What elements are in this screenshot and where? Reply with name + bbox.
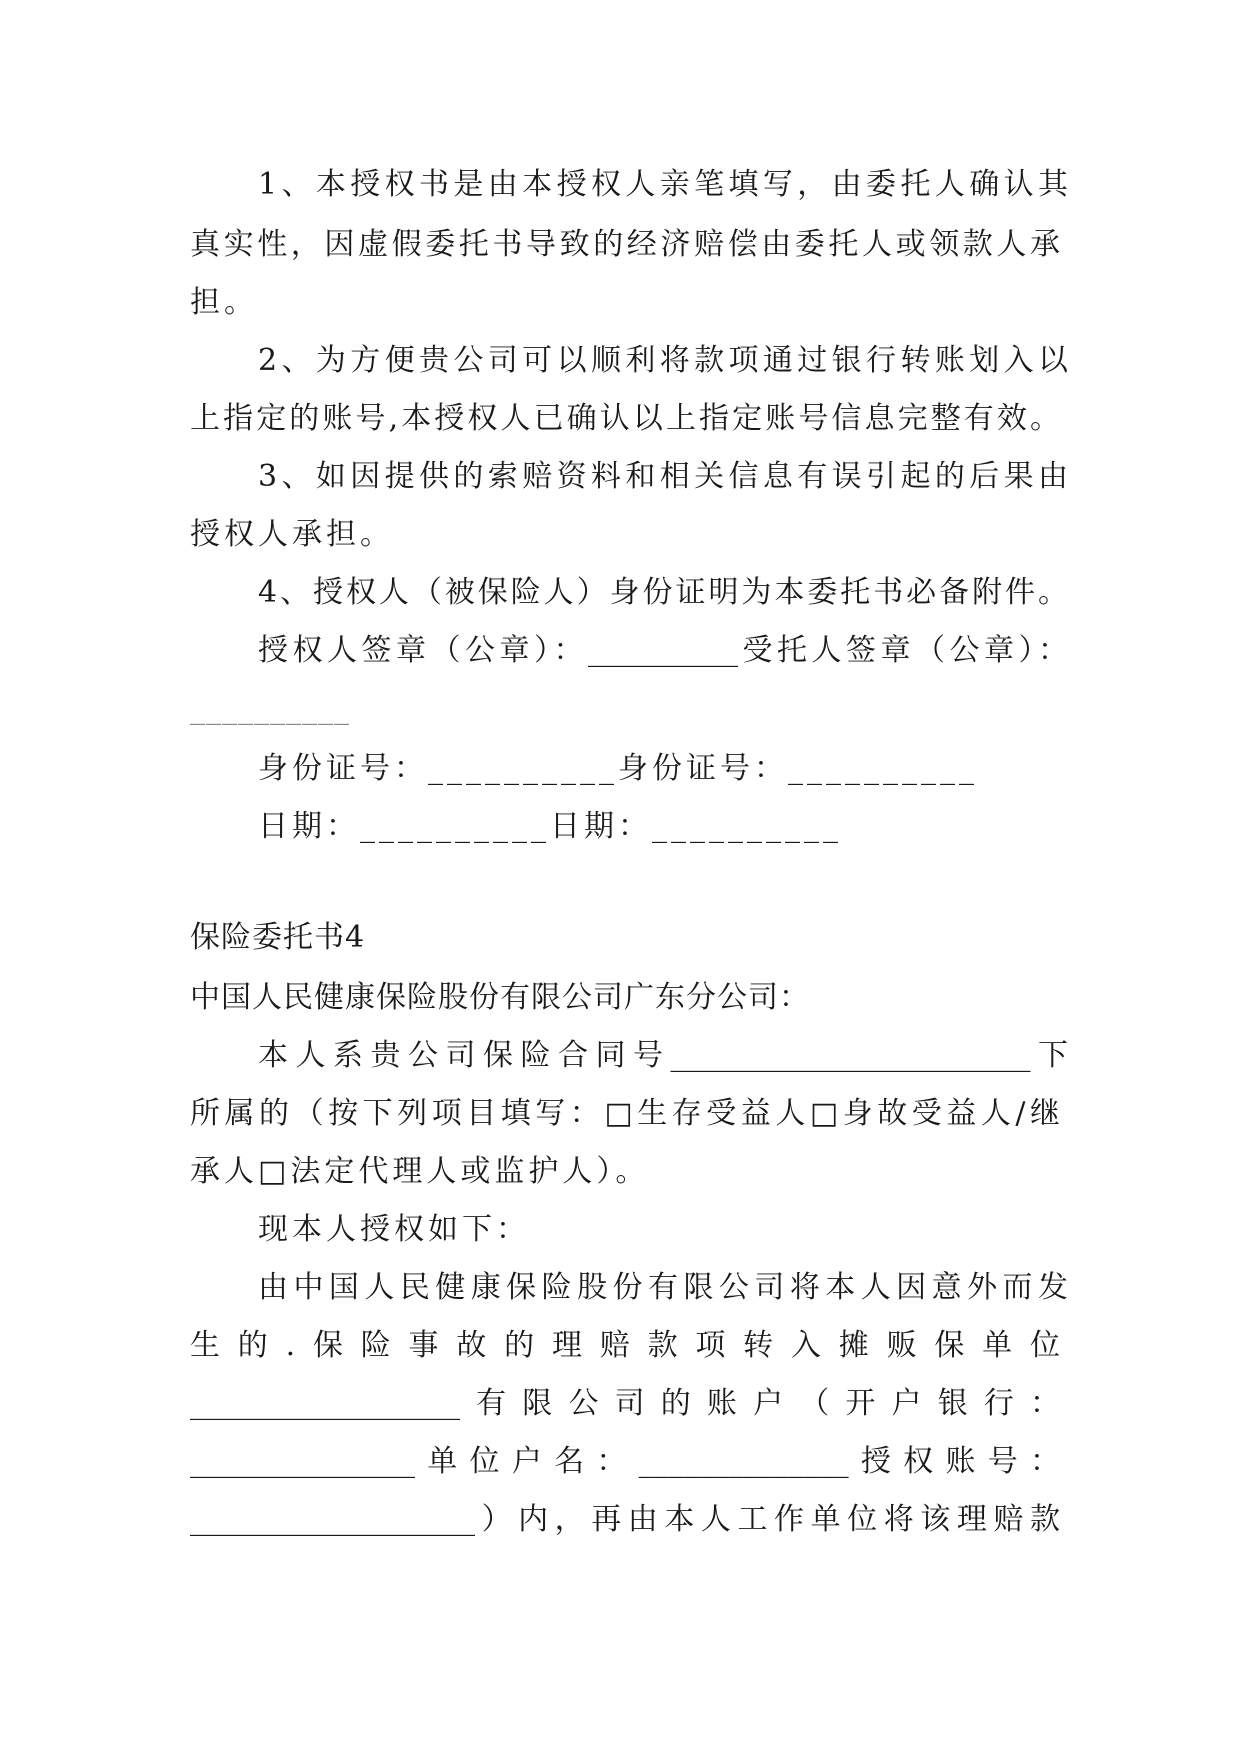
authorization-intro: 现本人授权如下： [258, 1212, 530, 1247]
contract-line-3: 承人□法定代理人或监护人）。 [190, 1154, 650, 1189]
authorization-line-4: _______________单位户名：______________授权账号： [190, 1444, 1060, 1479]
contract-line-1: 本人系贵公司保险合同号________________________下 [258, 1038, 1068, 1073]
clause-2-line-1: 2、为方便贵公司可以顺利将款项通过银行转账划入以 [258, 343, 1068, 378]
clause-3-line-2: 授权人承担。 [190, 517, 394, 552]
authorization-line-2: 生的.保险事故的理赔款项转入摊贩保单位 [190, 1328, 1060, 1363]
contract-line-2: 所属的（按下列项目填写：□生存受益人□身故受益人/继 [190, 1096, 1060, 1131]
signature-line: 授权人签章（公章）：__________受托人签章（公章）： [258, 633, 1068, 668]
authorization-line-5: ___________________）内，再由本人工作单位将该理赔款 [190, 1502, 1060, 1537]
addressee-line: 中国人民健康保险股份有限公司广东分公司： [190, 980, 810, 1015]
authorization-line-3: __________________有限公司的账户（开户银行： [190, 1386, 1060, 1421]
id-number-line: 身份证号：__________身份证号：__________ [258, 751, 978, 786]
clause-4-line: 4、授权人（被保险人）身份证明为本委托书必备附件。 [258, 575, 1068, 610]
clause-3-line-1: 3、如因提供的索赔资料和相关信息有误引起的后果由 [258, 459, 1068, 494]
clause-1-line-3: 担。 [190, 285, 258, 320]
section-title: 保险委托书4 [190, 920, 366, 955]
clause-1-line-1: 1、本授权书是由本授权人亲笔填写，由委托人确认其 [258, 167, 1068, 202]
date-line: 日期：__________日期：__________ [258, 809, 842, 844]
signature-blank: __________ [190, 691, 350, 726]
clause-1-line-2: 真实性，因虚假委托书导致的经济赔偿由委托人或领款人承 [190, 227, 1060, 262]
authorization-line-1: 由中国人民健康保险股份有限公司将本人因意外而发 [258, 1270, 1068, 1305]
clause-2-line-2: 上指定的账号,本授权人已确认以上指定账号信息完整有效。 [190, 401, 1060, 436]
